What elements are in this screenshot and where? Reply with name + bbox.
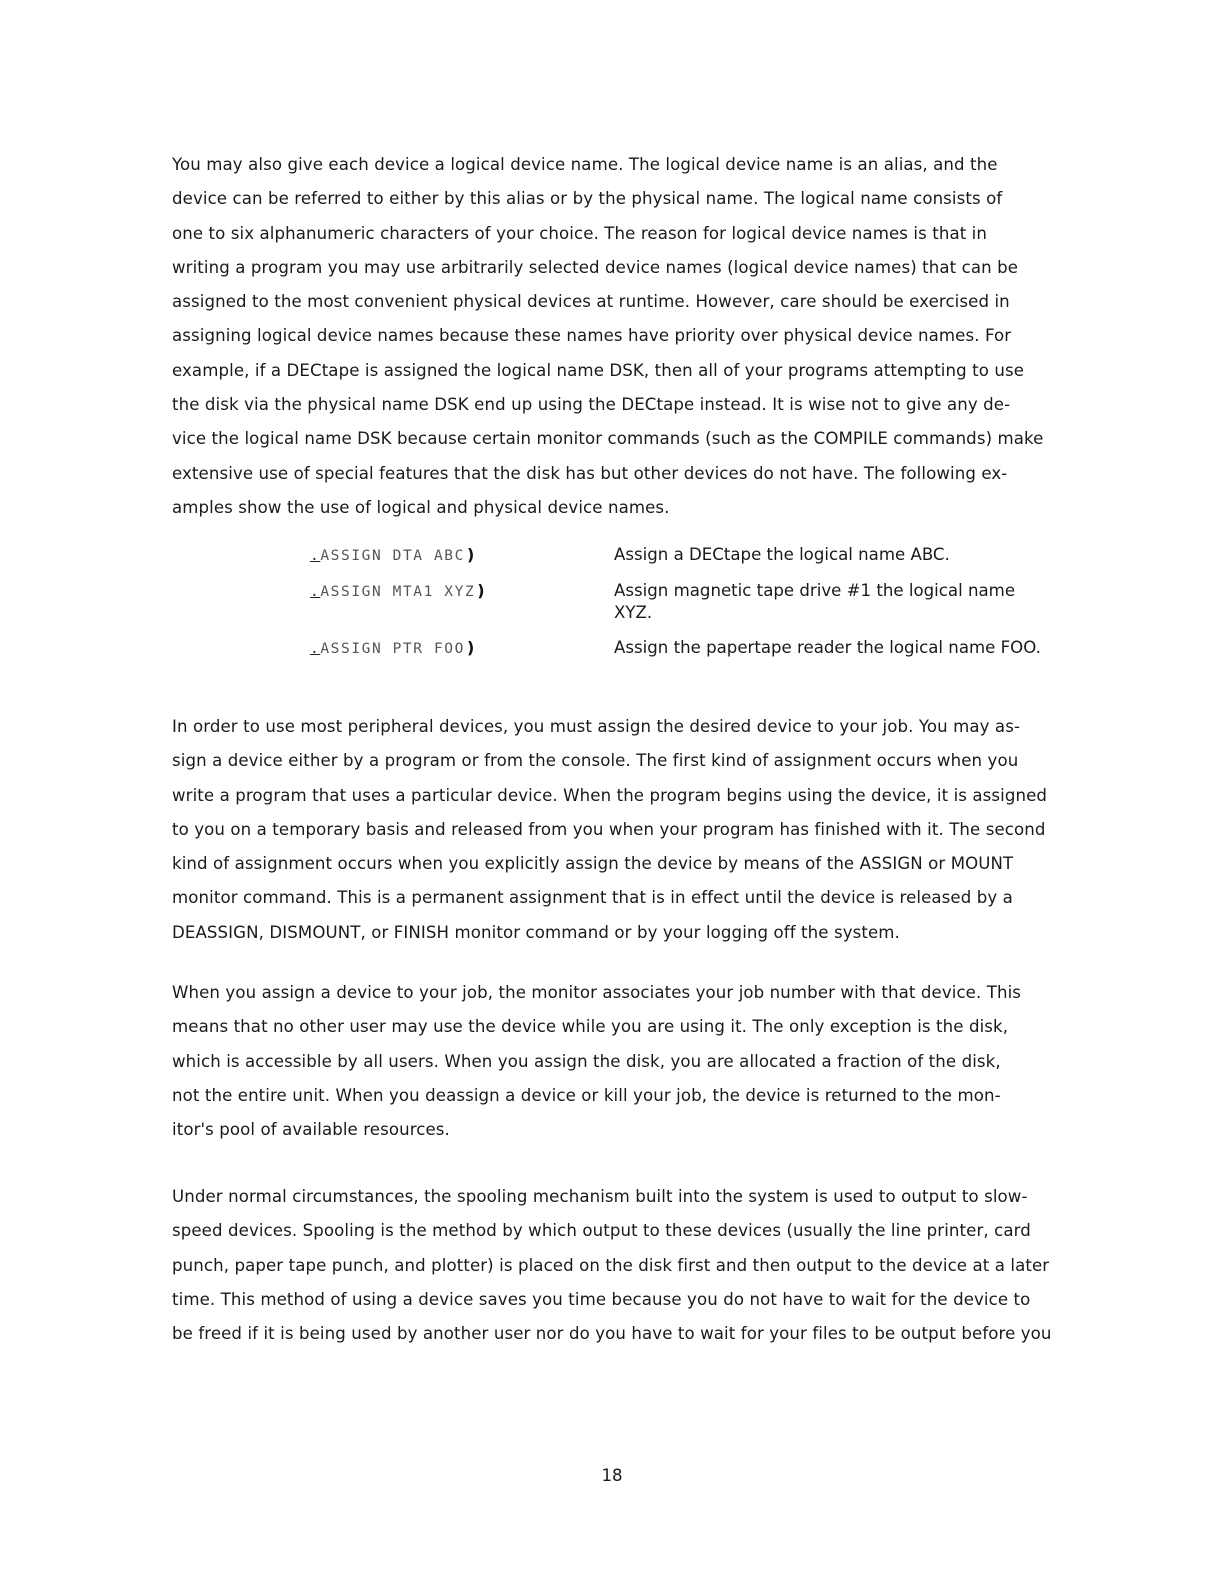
text-line: device can be referred to either by this alias or by the physical name. The logical name consists of <box>172 189 1003 209</box>
prompt-dot: . <box>310 548 321 564</box>
example-description: Assign the papertape reader the logical name FOO. <box>614 638 1041 657</box>
text-line: itor's pool of available resources. <box>172 1120 450 1140</box>
text-line: write a program that uses a particular device. When the program begins using the device, it is assigned <box>172 785 1048 805</box>
paragraph-job-association <box>172 976 1077 1147</box>
text-line: monitor command. This is a permanent assignment that is in effect until the device is released by a <box>172 888 1013 908</box>
text-line: assigning logical device names because these names have priority over physical device names. For <box>172 326 1012 346</box>
text-line: You may also give each device a logical device name. The logical device name is an alias, and the <box>172 155 998 174</box>
text-line: Under normal circumstances, the spooling mechanism built into the system is used to output to slow- <box>172 1187 1028 1206</box>
text-line: which is accessible by all users. When you assign the disk, you are allocated a fraction of the disk, <box>172 1051 1001 1071</box>
text-line: vice the logical name DSK because certain monitor commands (such as the COMPILE commands) make <box>172 429 1044 449</box>
text-line: be freed if it is being used by another user nor do you have to wait for your files to be output before you <box>172 1324 1052 1344</box>
text-line: the disk via the physical name DSK end up using the DECtape instead. It is wise not to give any de- <box>172 395 1011 415</box>
example-command <box>310 574 486 609</box>
text-line: In order to use most peripheral devices, you must assign the desired device to your job. You may as- <box>172 717 1021 736</box>
text-line: kind of assignment occurs when you explicitly assign the device by means of the ASSIGN or MOUNT <box>172 854 1014 874</box>
text-line: When you assign a device to your job, the monitor associates your job number with that device. This <box>172 983 1022 1002</box>
example-command <box>310 631 476 666</box>
prompt-dot: . <box>310 641 321 657</box>
text-line: means that no other user may use the device while you are using it. The only exception is the disk, <box>172 1017 1009 1037</box>
command-text: ASSIGN DTA ABC <box>320 548 465 564</box>
example-command <box>310 538 476 573</box>
paragraph-spooling <box>172 1180 1077 1351</box>
text-line: extensive use of special features that the disk has but other devices do not have. The following ex- <box>172 463 1008 483</box>
page-number: 18 <box>601 1466 623 1485</box>
text-line: punch, paper tape punch, and plotter) is placed on the disk first and then output to the device at a later <box>172 1255 1050 1275</box>
return-key-icon: ) <box>466 545 476 564</box>
prompt-dot: . <box>310 584 321 600</box>
text-line: DEASSIGN, DISMOUNT, or FINISH monitor command or by your logging off the system. <box>172 922 900 942</box>
text-line: not the entire unit. When you deassign a device or kill your job, the device is returned to the mon- <box>172 1085 1001 1105</box>
text-line: to you on a temporary basis and released from you when your program has finished with it. The second <box>172 819 1046 839</box>
text-line: amples show the use of logical and physical device names. <box>172 497 670 517</box>
text-line: one to six alphanumeric characters of your choice. The reason for logical device names is that in <box>172 223 988 243</box>
return-key-icon: ) <box>477 581 487 600</box>
text-line: speed devices. Spooling is the method by which output to these devices (usually the line printer, card <box>172 1221 1031 1241</box>
example-description: Assign magnetic tape drive #1 the logical name XYZ. <box>614 581 1016 622</box>
paragraph-logical-device-names <box>172 148 1077 525</box>
text-line: time. This method of using a device saves you time because you do not have to wait for the device to <box>172 1289 1031 1309</box>
text-line: sign a device either by a program or from the console. The first kind of assignment occurs when you <box>172 751 1019 771</box>
example-description: Assign a DECtape the logical name ABC. <box>614 545 950 564</box>
text-line: assigned to the most convenient physical devices at runtime. However, care should be exercised in <box>172 292 1010 312</box>
return-key-icon: ) <box>466 638 476 657</box>
paragraph-device-assignment <box>172 710 1077 950</box>
text-line: example, if a DECtape is assigned the logical name DSK, then all of your programs attempting to use <box>172 360 1025 380</box>
command-text: ASSIGN PTR FOO <box>320 641 465 657</box>
command-text: ASSIGN MTA1 XYZ <box>320 584 476 600</box>
text-line: writing a program you may use arbitrarily selected device names (logical device names) that can be <box>172 257 1019 277</box>
